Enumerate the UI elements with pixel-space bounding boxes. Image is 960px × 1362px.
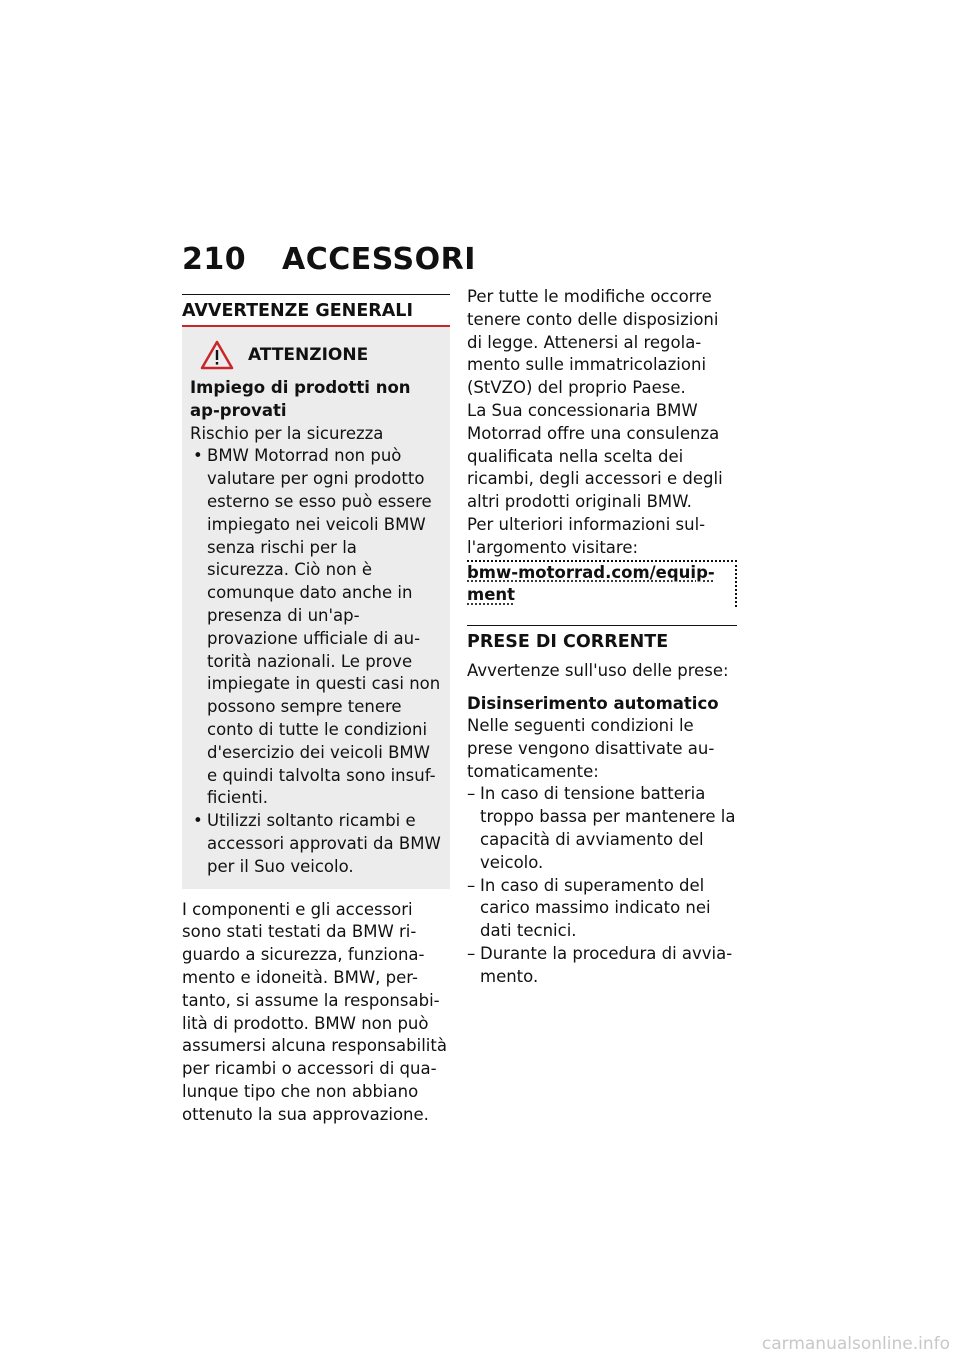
- warning-bullet: • Utilizzi soltanto ricambi e accessori approvati da BMW per il Suo veicolo.: [190, 810, 442, 878]
- warning-heading: Impiego di prodotti non ap-provati: [190, 378, 411, 420]
- prese-intro: Avvertenze sull'uso delle prese:: [467, 661, 729, 681]
- paragraph-regulations: Per tutte le modifiche occorre tenere conto delle disposizioni di legge. Attenersi al regola-mento sulle immatricolazioni (StVZO) del proprio Paese.: [467, 287, 719, 398]
- left-column: [182, 294, 450, 1127]
- warning-box: [182, 327, 450, 889]
- warning-triangle-icon: [200, 340, 234, 370]
- warning-bullet: • BMW Motorrad non può valutare per ogni prodotto esterno se esso può essere impiegato nei veicoli BMW senza rischi per la sicurezza. Ciò non è comunque dato anche in presenza di un'ap-provazione ufficiale di au-torità nazionali. Le prove impiegate in questi casi non possono sempre tenere conto di tutte le condizioni d'esercizio dei veicoli BMW e quindi talvolta sono insuf-ficienti.: [190, 445, 442, 810]
- warning-header: [190, 333, 442, 377]
- list-item: – In caso di superamento del carico massimo indicato nei dati tecnici.: [467, 875, 737, 943]
- watermark: carmanualsonline.info: [761, 1334, 950, 1354]
- section-title-prese: PRESE DI CORRENTE: [467, 625, 737, 656]
- paragraph-more-info: Per ulteriori informazioni sul-l'argomento visitare:: [467, 514, 706, 557]
- equipment-link[interactable]: bmw-motorrad.com/equip-ment: [467, 560, 737, 608]
- right-column: [467, 286, 737, 989]
- section-title-avvertenze: AVVERTENZE GENERALI: [182, 294, 450, 327]
- list-item: – Durante la procedura di avvia-mento.: [467, 943, 737, 989]
- warning-risk: Rischio per la sicurezza: [190, 423, 384, 443]
- list-item: – In caso di tensione batteria troppo bassa per mantenere la capacità di avviamento del veicolo.: [467, 783, 737, 874]
- subheading-disinserimento: Disinserimento automatico: [467, 693, 719, 713]
- warning-label: ATTENZIONE: [248, 345, 369, 365]
- page-number: 210: [182, 242, 247, 277]
- body-paragraph: I componenti e gli accessori sono stati testati da BMW ri-guardo a sicurezza, funziona-mento e idoneità. BMW, per-tanto, si assume la responsabi-lità di prodotto. BMW non può assumersi alcuna responsabilità per ricambi o accessori di qua-lunque tipo che non abbiano ottenuto la sua approvazione.: [182, 899, 447, 1124]
- prese-text: Nelle seguenti condizioni le prese vengono disattivate au-tomaticamente:: [467, 715, 715, 781]
- chapter-title: ACCESSORI: [282, 242, 476, 277]
- page-header: [182, 242, 476, 282]
- paragraph-dealer: La Sua concessionaria BMW Motorrad offre una consulenza qualificata nella scelta dei ricambi, degli accessori e degli altri prodotti originali BMW.: [467, 400, 723, 512]
